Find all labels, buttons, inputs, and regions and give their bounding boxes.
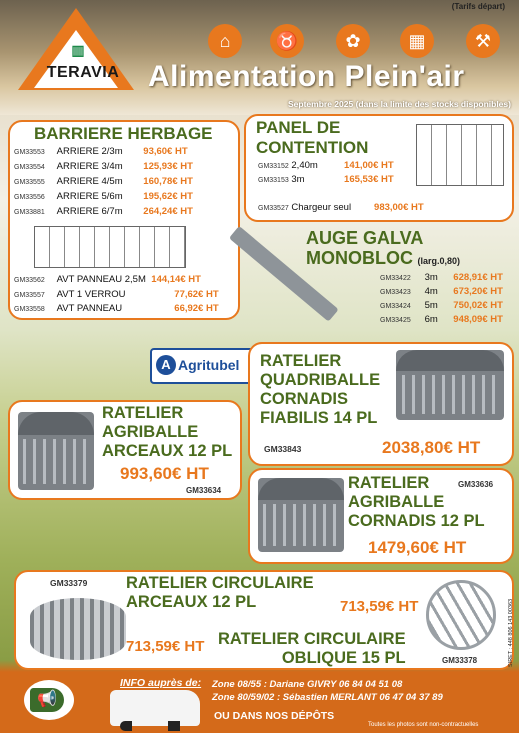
- circulaire-arceaux-image: [30, 598, 126, 660]
- product-row: GM33557 AVT 1 VERROU 77,62€ HT: [14, 289, 219, 300]
- footer-disclaimer: Toutes les photos sont non-contractuelles: [368, 722, 479, 728]
- quadriballe-box: [248, 342, 514, 466]
- product-row: GM33554 ARRIERE 3/4m 125,93€ HT: [14, 161, 193, 172]
- circulaire-title-2: RATELIER CIRCULAIRE OBLIQUE 15 PL: [218, 630, 406, 667]
- siret-text: SIRET : 448 806 143 00363: [508, 598, 514, 667]
- circulaire-oblique-image: [426, 580, 496, 650]
- circulaire-title-1: RATELIER CIRCULAIRE ARCEAUX 12 PL: [126, 574, 314, 611]
- tarifs-label: (Tarifs départ): [451, 2, 505, 11]
- product-row: GM33562 AVT PANNEAU 2,5M 144,14€ HT: [14, 274, 201, 285]
- circulaire-code-1: GM33379: [50, 578, 88, 588]
- quadriballe-image: [396, 350, 504, 420]
- agriballe-cornadis-code: GM33636: [458, 480, 494, 489]
- product-row: GM33152 2,40m 141,00€ HT: [258, 160, 394, 171]
- quadriballe-code: GM33843: [264, 444, 302, 454]
- agriballe-arceaux-title: RATELIER AGRIBALLE ARCEAUX 12 PL: [102, 404, 233, 460]
- agritubel-logo: A Agritubel: [150, 348, 258, 384]
- cow-icon: ♉: [270, 24, 304, 58]
- panel-title-1: PANEL DE: [256, 118, 341, 137]
- product-row: GM33555 ARRIERE 4/5m 160,78€ HT: [14, 176, 193, 187]
- agriballe-arceaux-image: [18, 412, 94, 490]
- agriballe-cornadis-price: 1479,60€ HT: [368, 538, 467, 557]
- circulaire-price-2: 713,59€ HT: [340, 598, 419, 615]
- product-row: GM33527 Chargeur seul 983,00€ HT: [258, 202, 424, 213]
- agritubel-mark-icon: A: [156, 355, 176, 375]
- quadriballe-price: 2038,80€ HT: [382, 438, 481, 457]
- brand-name: TERAVIA: [46, 64, 120, 81]
- megaphone-icon: 📢: [30, 688, 64, 712]
- agriballe-cornadis-image: [258, 478, 344, 552]
- agriballe-arceaux-price: 993,60€ HT: [120, 464, 209, 483]
- product-row: GM33556 ARRIERE 5/6m 195,62€ HT: [14, 191, 193, 202]
- footer-zone-2: Zone 80/59/02 : Sébastien MERLANT 06 47 04 37 89: [212, 692, 443, 703]
- footer-info: INFO auprès de:: [120, 677, 202, 689]
- agriballe-arceaux-code: GM33634: [186, 486, 222, 495]
- fence-icon: ▦: [400, 24, 434, 58]
- panel-title-2: CONTENTION: [256, 138, 369, 157]
- panel-contention-box: [244, 114, 514, 222]
- barriere-drawing: [34, 226, 186, 268]
- barriere-title: BARRIERE HERBAGE: [34, 124, 213, 143]
- page-subtitle: Septembre 2025 (dans la limite des stocks disponibles): [288, 99, 511, 109]
- agriballe-arceaux-box: [8, 400, 242, 500]
- feeder-icon: ⌂: [208, 24, 242, 58]
- auge-note: (larg.0,80): [417, 256, 460, 266]
- circulaire-price-1: 713,59€ HT: [126, 638, 205, 655]
- product-row: GM33558 AVT PANNEAU 66,92€ HT: [14, 303, 219, 314]
- product-row: GM33153 3m 165,53€ HT: [258, 174, 394, 185]
- product-row: GM33424 5m 750,02€ HT: [380, 300, 503, 311]
- agriballe-cornadis-title: RATELIER AGRIBALLE CORNADIS 12 PL: [348, 474, 485, 530]
- panel-drawing: [416, 124, 504, 186]
- circulaire-code-2: GM33378: [442, 656, 478, 665]
- footer-depots: OU DANS NOS DÉPÔTS: [214, 710, 335, 722]
- ratelier-circulaire-box: [14, 570, 514, 670]
- page-title: Alimentation Plein'air: [148, 60, 465, 93]
- delivery-van-image: [110, 690, 200, 726]
- agriballe-cornadis-box: [248, 468, 514, 564]
- footer-zone-1: Zone 08/55 : Dariane GIVRY 06 84 04 51 08: [212, 679, 403, 690]
- product-row: GM33423 4m 673,20€ HT: [380, 286, 503, 297]
- product-row: GM33422 3m 628,91€ HT: [380, 272, 503, 283]
- auge-title-1: AUGE GALVA: [306, 228, 424, 248]
- tools-icon: ⚒: [466, 24, 500, 58]
- barriere-herbage-box: [8, 120, 240, 320]
- chicken-icon: ✿: [336, 24, 370, 58]
- quadriballe-title: RATELIER QUADRIBALLE CORNADIS FIABILIS 14 PL: [260, 352, 381, 427]
- logo-mark-icon: ▥: [71, 42, 85, 58]
- product-row: GM33881 ARRIERE 6/7m 264,24€ HT: [14, 206, 193, 217]
- product-row: GM33425 6m 948,09€ HT: [380, 314, 503, 325]
- auge-title-2: MONOBLOC: [306, 248, 413, 268]
- product-row: GM33553 ARRIERE 2/3m 93,60€ HT: [14, 146, 188, 157]
